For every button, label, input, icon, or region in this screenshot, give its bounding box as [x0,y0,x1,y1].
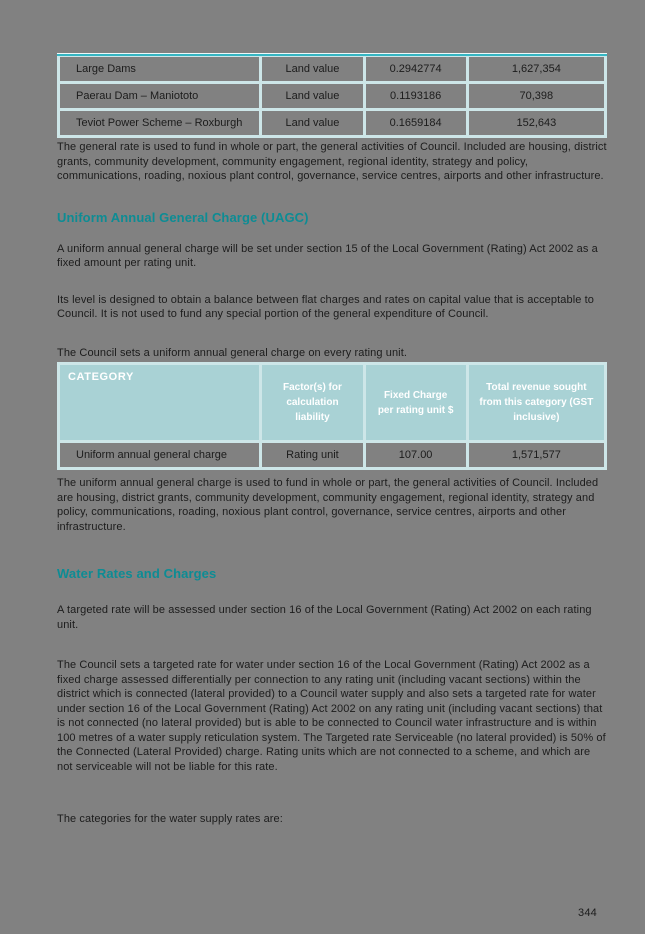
factor-header-cell: Factor(s) for calculation liability [262,365,362,440]
rates-continuation-table [57,53,607,138]
rate-revenue-cell: 1,627,354 [469,57,604,81]
category-header-cell: CATEGORY [60,365,259,440]
rate-factor-cell: Land value [262,57,362,81]
rate-factor-cell: Land value [262,84,362,108]
table-row [60,443,604,467]
table-header-row [60,365,604,440]
rate-value-cell: 0.1659184 [366,111,466,135]
uagc-revenue-cell: 1,571,577 [469,443,604,467]
table-row [60,84,604,108]
table-row [60,57,604,81]
table-row [60,111,604,135]
page-content [57,53,607,827]
water-paragraph-1: A targeted rate will be assessed under section 16 of the Local Government (Rating) Act 2002 on each rating unit. [57,604,592,631]
water-paragraph-2: The Council sets a targeted rate for water under section 16 of the Local Government (Rating) Act 2002 as a fixed charge assessed differentially per connection to any rating unit (including vacant sections) within the district which is connected (lateral provided) to a Council water supply and also sets a targeted rate for water under section 16 of the Local Government (Rating) Act 2002 on any rating unit (including vacant sections) that is not connected (no lateral provided) but is able to be connected to Council water infrastructure and is within 100 metres of a water supply reticulation system. The Targeted rate Serviceable (no lateral provided) is 50% of the Connected (Lateral Provided) charge. Rating units which are not connected to a scheme, and which are not serviceable will not be liable for this rate. [57,659,606,773]
water-rates-heading: Water Rates and Charges [57,566,217,581]
uagc-charge-cell: 107.00 [366,443,466,467]
rate-revenue-cell: 152,643 [469,111,604,135]
uagc-factor-cell: Rating unit [262,443,362,467]
uagc-category-cell: Uniform annual general charge [60,443,259,467]
page-number: 344 [578,907,597,919]
fixed-charge-header-cell: Fixed Charge per rating unit $ [366,365,466,440]
rate-value-cell: 0.2942774 [366,57,466,81]
rate-category-cell: Large Dams [60,57,259,81]
total-revenue-header-cell: Total revenue sought from this category (GST inclusive) [469,365,604,440]
uagc-sets-line: The Council sets a uniform annual general charge on every rating unit. [57,346,408,359]
rate-category-cell: Teviot Power Scheme – Roxburgh [60,111,259,135]
uagc-heading: Uniform Annual General Charge (UAGC) [57,209,309,225]
rate-factor-cell: Land value [262,111,362,135]
general-rate-paragraph: The general rate is used to fund in whole or part, the general activities of Council. Included are housing, district grants, community development, community engagement, regional identity, strategy and policy, communications, roading, noxious plant control, governance, service centres, airports and other infrastructure. [57,141,607,182]
uagc-paragraph-3: The uniform annual general charge is used to fund in whole or part, the general activities of Council. Included are housing, district grants, community development, community engagement, regional identity, strategy and policy, communications, roading, noxious plant control, governance, service centres, airports and other infrastructure. [57,477,599,533]
uagc-paragraph-2: Its level is designed to obtain a balance between flat charges and rates on capital value that is acceptable to Council. It is not used to fund any special portion of the general expenditure of Council. [57,293,594,320]
rate-category-cell: Paerau Dam – Maniototo [60,84,259,108]
rate-value-cell: 0.1193186 [366,84,466,108]
water-categories-line: The categories for the water supply rates are: [57,813,283,825]
rate-revenue-cell: 70,398 [469,84,604,108]
uagc-paragraph-1: A uniform annual general charge will be set under section 15 of the Local Government (Rating) Act 2002 as a fixed amount per rating unit. [57,242,598,269]
uagc-table [57,362,607,470]
